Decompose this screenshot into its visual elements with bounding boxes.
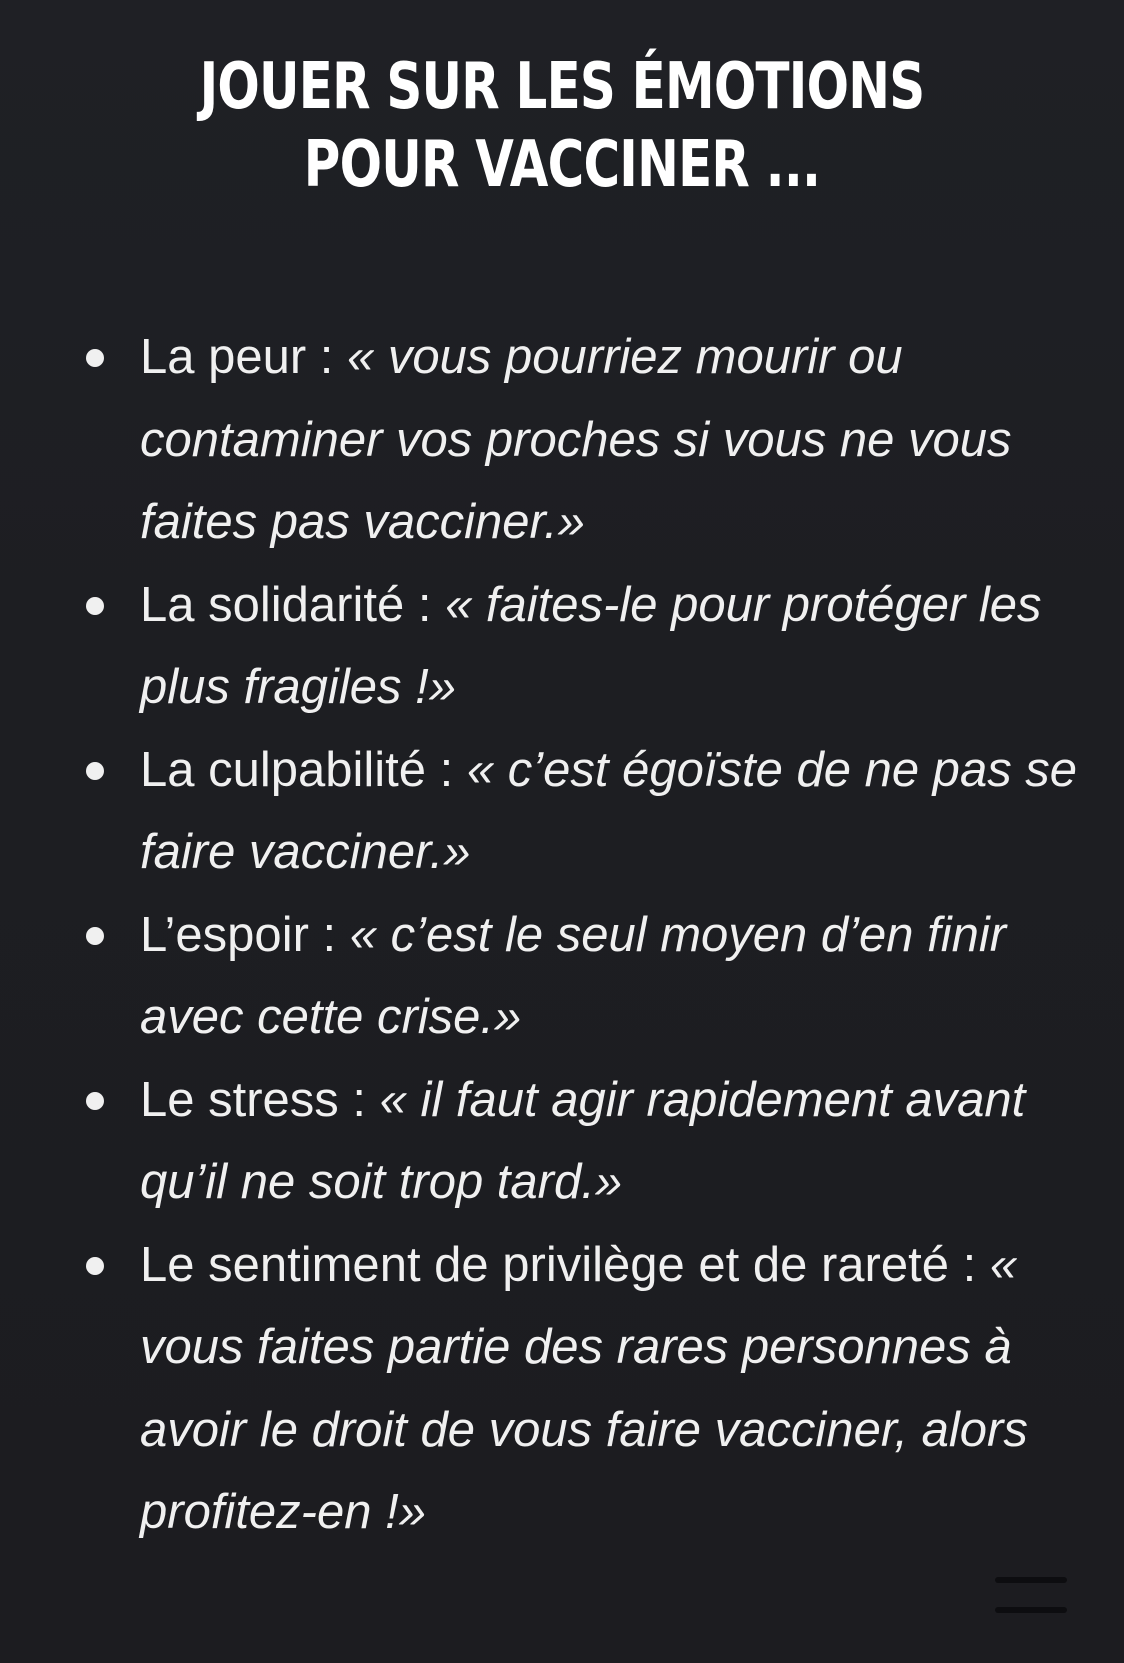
page-title-line-1: JOUER SUR LES ÉMOTIONS bbox=[199, 50, 925, 124]
item-quote: « il faut agir rapidement avant qu’il ne soit trop tard.» bbox=[140, 1072, 1026, 1209]
page-title-line-2: POUR VACCINER ... bbox=[303, 128, 821, 202]
menu-icon-bar bbox=[995, 1577, 1067, 1583]
item-label: La peur : bbox=[140, 330, 348, 384]
list-item-espoir bbox=[0, 894, 1124, 1059]
item-label: Le sentiment de privilège et de rareté : bbox=[140, 1237, 990, 1292]
bullet-icon bbox=[86, 762, 104, 780]
item-label: L’espoir : bbox=[140, 907, 350, 962]
item-quote: « faites-le pour protéger les plus fragiles !» bbox=[140, 577, 1042, 714]
bullet-icon bbox=[86, 349, 104, 367]
list-item-solidarite bbox=[0, 564, 1124, 729]
emotions-list bbox=[0, 316, 1124, 1554]
list-item-stress bbox=[0, 1059, 1124, 1224]
menu-icon[interactable] bbox=[995, 1577, 1067, 1623]
item-label: Le stress : bbox=[140, 1072, 380, 1127]
bullet-icon bbox=[86, 927, 104, 945]
list-item-culpabilite bbox=[0, 729, 1124, 894]
bullet-icon bbox=[86, 1257, 104, 1275]
list-item-privilege bbox=[0, 1224, 1124, 1554]
list-item-peur bbox=[0, 316, 1124, 564]
menu-icon-bar bbox=[995, 1607, 1067, 1613]
item-label: La solidarité : bbox=[140, 577, 446, 632]
bullet-icon bbox=[86, 1092, 104, 1110]
item-label: La culpabilité : bbox=[140, 742, 467, 797]
item-quote: « vous pourriez mourir ou contaminer vos proches si vous ne vous faites pas vacciner.» bbox=[140, 330, 1012, 549]
item-quote: « c’est égoïste de ne pas se faire vacciner.» bbox=[140, 742, 1078, 879]
item-quote: « c’est le seul moyen d’en finir avec cette crise.» bbox=[140, 907, 1007, 1044]
item-quote: « vous faites partie des rares personnes à avoir le droit de vous faire vacciner, alors profitez-en !» bbox=[140, 1237, 1028, 1539]
bullet-icon bbox=[86, 597, 104, 615]
